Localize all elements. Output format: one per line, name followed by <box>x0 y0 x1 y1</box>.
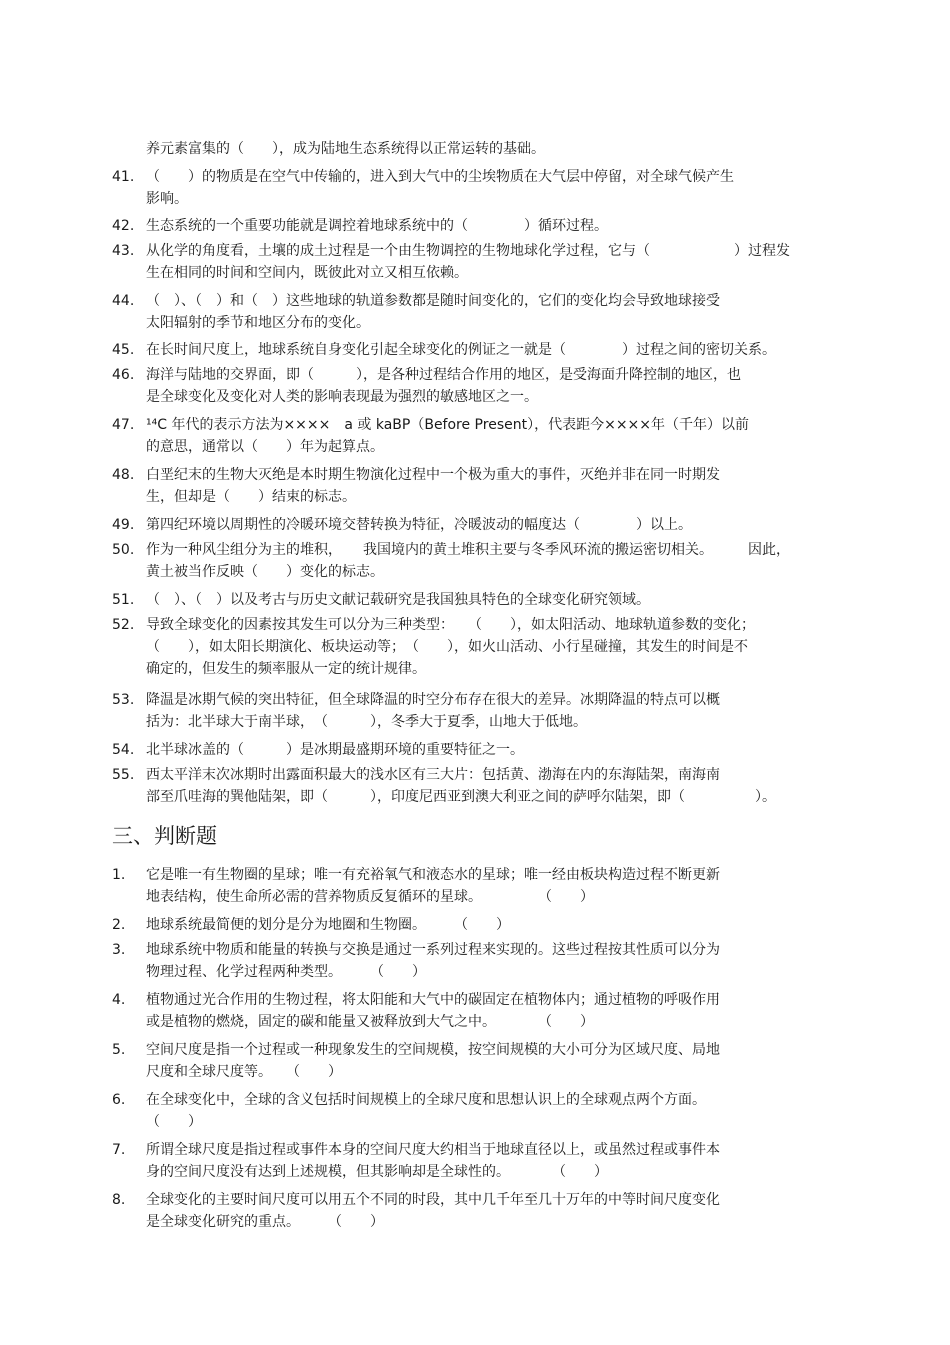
item-text: 空间尺度是指一个过程或一种现象发生的空间规模，按空间规模的大小可分为区域尺度、局地 <box>146 1042 720 1058</box>
item-text: 确定的，但发生的频率服从一定的统计规律。 <box>146 661 426 677</box>
item-text: 海洋与陆地的交界面，即（ ），是各种过程结合作用的地区，是受海面升降控制的地区，也 <box>146 367 741 383</box>
item-text: 是全球变化及变化对人类的影响表现最为强烈的敏感地区之一。 <box>146 389 538 405</box>
item-number: 47. <box>112 417 135 433</box>
judge-item-3 <box>112 939 720 983</box>
fill-item-52 <box>112 614 755 680</box>
fill-item-55 <box>112 764 776 808</box>
item-text: 作为一种风尘组分为主的堆积， 我国境内的黄土堆积主要与冬季风环流的搬运密切相关。 因此， <box>146 542 790 558</box>
item-text: 在全球变化中，全球的含义包括时间规模上的全球尺度和思想认识上的全球观点两个方面。 <box>146 1092 706 1108</box>
item-text: 所谓全球尺度是指过程或事件本身的空间尺度大约相当于地球直径以上，或虽然过程或事件本 <box>146 1142 720 1158</box>
item-text: 它是唯一有生物圈的星球；唯一有充裕氧气和液态水的星球；唯一经由板块构造过程不断更新 <box>146 867 720 883</box>
item-text: 部至爪哇海的巽他陆架，即（ ），印度尼西亚到澳大利亚之间的萨呼尔陆架，即（ ）。 <box>146 789 776 805</box>
item-number: 48. <box>112 467 135 483</box>
item-number: 52. <box>112 617 135 633</box>
item-text: （ ）的物质是在空气中传输的，进入到大气中的尘埃物质在大气层中停留，对全球气候产生 <box>146 169 734 185</box>
item-text: 白垩纪末的生物大灭绝是本时期生物演化过程中一个极为重大的事件，灭绝并非在同一时期发 <box>146 467 720 483</box>
item-text: 从化学的角度看，土壤的成土过程是一个由生物调控的生物地球化学过程，它与（ ）过程发 <box>146 243 790 259</box>
fill-item-50 <box>112 539 790 583</box>
fill-item-46 <box>112 364 741 408</box>
fill-item-53 <box>112 689 720 733</box>
item-number: 6. <box>112 1092 126 1108</box>
judge-item-8 <box>112 1189 720 1233</box>
item-text: 第四纪环境以周期性的冷暖环境交替转换为特征，冷暖波动的幅度达（ ）以上。 <box>146 517 692 533</box>
fill-item-49 <box>112 514 692 536</box>
item-text: 是全球变化研究的重点。 （ ） <box>146 1214 384 1230</box>
item-text: 地球系统中物质和能量的转换与交换是通过一系列过程来实现的。这些过程按其性质可以分为 <box>146 942 720 958</box>
item-number: 1. <box>112 867 126 883</box>
item-text: 太阳辐射的季节和地区分布的变化。 <box>146 315 370 331</box>
item-text: 植物通过光合作用的生物过程，将太阳能和大气中的碳固定在植物体内；通过植物的呼吸作用 <box>146 992 720 1008</box>
item-number: 2. <box>112 917 126 933</box>
judge-item-2 <box>112 914 510 936</box>
judge-item-5 <box>112 1039 720 1083</box>
item-text: 地表结构，使生命所必需的营养物质反复循环的星球。 （ ） <box>146 889 594 905</box>
judge-item-4 <box>112 989 720 1033</box>
item-number: 54. <box>112 742 135 758</box>
item-text: 地球系统最简便的划分是分为地圈和生物圈。 （ ） <box>146 917 510 933</box>
item-text: 北半球冰盖的（ ）是冰期最盛期环境的重要特征之一。 <box>146 742 524 758</box>
item-number: 46. <box>112 367 135 383</box>
judge-item-6 <box>112 1089 706 1133</box>
fill-item-51 <box>112 589 650 611</box>
item-text: 物理过程、化学过程两种类型。 （ ） <box>146 964 426 980</box>
item-number: 53. <box>112 692 135 708</box>
continuation-line: 养元素富集的（ ），成为陆地生态系统得以正常运转的基础。 <box>146 141 545 157</box>
fill-item-41 <box>112 166 734 210</box>
item-text: 尺度和全球尺度等。 （ ） <box>146 1064 342 1080</box>
fill-item-42 <box>112 215 608 237</box>
item-number: 41. <box>112 169 135 185</box>
item-text: 在长时间尺度上，地球系统自身变化引起全球变化的例证之一就是（ ）过程之间的密切关系。 <box>146 342 776 358</box>
item-text: 降温是冰期气候的突出特征，但全球降温的时空分布存在很大的差异。冰期降温的特点可以概 <box>146 692 720 708</box>
item-number: 42. <box>112 218 135 234</box>
section-heading: 三、判断题 <box>112 824 217 848</box>
fill-item-48 <box>112 464 720 508</box>
item-text: （ ），如太阳长期演化、板块运动等； （ ），如火山活动、小行星碰撞，其发生的时间是不 <box>146 639 748 655</box>
item-number: 45. <box>112 342 135 358</box>
item-text: （ ）、（ ）和（ ）这些地球的轨道参数都是随时间变化的，它们的变化均会导致地球接受 <box>146 293 720 309</box>
item-text: 或是植物的燃烧，固定的碳和能量又被释放到大气之中。 （ ） <box>146 1014 594 1030</box>
item-text: 生在相同的时间和空间内，既彼此对立又相互依赖。 <box>146 265 468 281</box>
item-number: 55. <box>112 767 135 783</box>
item-text: （ ） <box>146 1114 202 1130</box>
item-number: 51. <box>112 592 135 608</box>
judge-item-1 <box>112 864 720 908</box>
item-text: 黄土被当作反映（ ）变化的标志。 <box>146 564 384 580</box>
item-text: （ ）、（ ）以及考古与历史文献记载研究是我国独具特色的全球变化研究领域。 <box>146 592 650 608</box>
item-text: 导致全球变化的因素按其发生可以分为三种类型： （ ），如太阳活动、地球轨道参数的变化； <box>146 617 755 633</box>
item-text: 全球变化的主要时间尺度可以用五个不同的时段，其中几千年至几十万年的中等时间尺度变化 <box>146 1192 720 1208</box>
fill-item-45 <box>112 339 776 361</box>
fill-item-44 <box>112 290 720 334</box>
item-number: 7. <box>112 1142 126 1158</box>
item-text: 身的空间尺度没有达到上述规模，但其影响却是全球性的。 （ ） <box>146 1164 608 1180</box>
item-text: 生态系统的一个重要功能就是调控着地球系统中的（ ）循环过程。 <box>146 218 608 234</box>
item-text: 生，但却是（ ）结束的标志。 <box>146 489 356 505</box>
item-text: 的意思，通常以（ ）年为起算点。 <box>146 439 384 455</box>
item-text: 影响。 <box>146 191 188 207</box>
item-number: 50. <box>112 542 135 558</box>
item-text: 括为：北半球大于南半球， （ ），冬季大于夏季，山地大于低地。 <box>146 714 587 730</box>
item-text: ¹⁴C 年代的表示方法为×××× a 或 kaBP（Before Present），代表距今××××年（千年）以前 <box>146 417 750 433</box>
fill-item-54 <box>112 739 524 761</box>
item-number: 49. <box>112 517 135 533</box>
item-number: 5. <box>112 1042 126 1058</box>
fill-item-43 <box>112 240 790 284</box>
item-number: 4. <box>112 992 126 1008</box>
item-number: 8. <box>112 1192 126 1208</box>
fill-item-47 <box>112 414 749 458</box>
item-text: 西太平洋末次冰期时出露面积最大的浅水区有三大片：包括黄、渤海在内的东海陆架，南海南 <box>146 767 720 783</box>
judge-item-7 <box>112 1139 720 1183</box>
item-number: 43. <box>112 243 135 259</box>
item-number: 3. <box>112 942 126 958</box>
item-number: 44. <box>112 293 135 309</box>
